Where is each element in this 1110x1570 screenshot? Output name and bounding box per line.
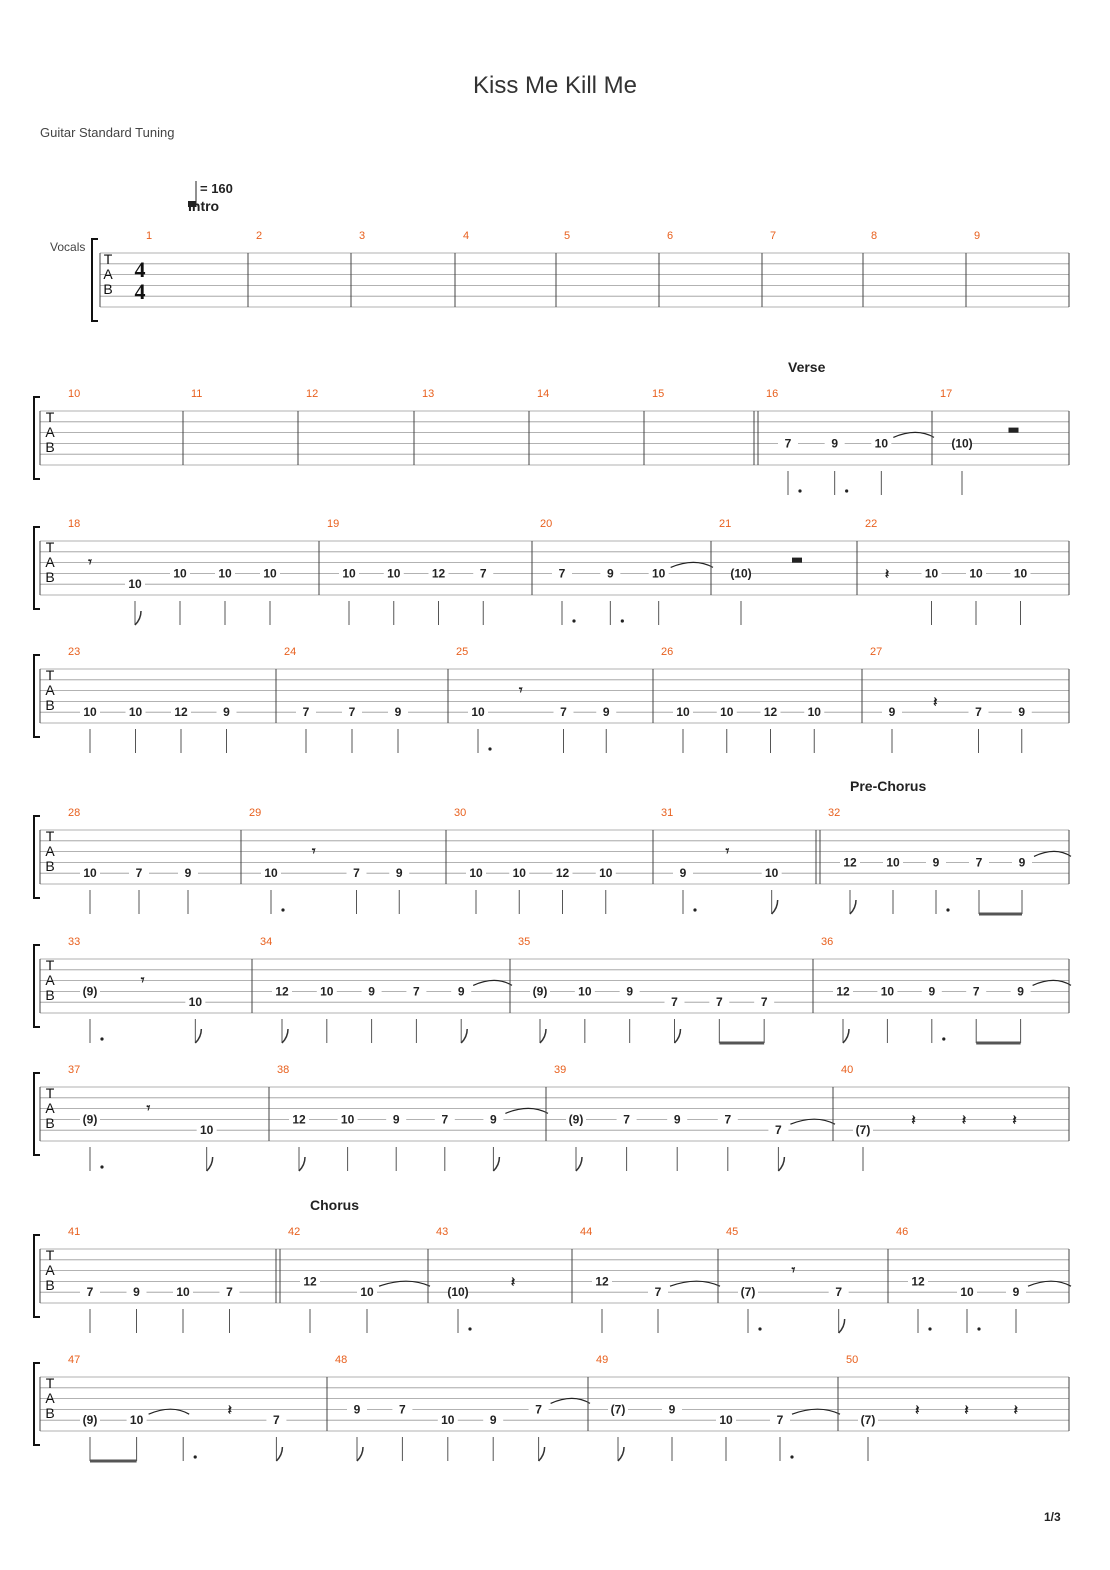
measure-number: 32	[828, 807, 841, 819]
fret-number: 10	[969, 566, 983, 581]
measure-number: 30	[454, 807, 467, 819]
fret-number: 7	[775, 1123, 782, 1138]
tab-clef-letter: A	[45, 1262, 55, 1278]
dot	[977, 1327, 980, 1330]
fret-number: (10)	[447, 1285, 469, 1300]
tab-clef-letter: A	[103, 266, 113, 282]
fret-number: (9)	[82, 984, 98, 999]
fret-number: 10	[471, 705, 485, 720]
eighth-rest: 𝄾	[146, 1099, 151, 1116]
fret-number: (9)	[568, 1112, 584, 1127]
measure-number: 40	[841, 1064, 854, 1076]
fret-number: 10	[218, 566, 232, 581]
fret-number: 10	[960, 1285, 974, 1300]
eighth-flag	[493, 1157, 499, 1171]
tab-clef-letter: T	[45, 409, 55, 425]
dot	[100, 1165, 103, 1168]
fret-number: 10	[360, 1285, 374, 1300]
fret-number: 7	[348, 705, 356, 720]
measure-number: 9	[974, 230, 981, 242]
tab-clef-letter: B	[45, 569, 55, 585]
fret-number: 10	[676, 705, 690, 720]
fret-number: (7)	[740, 1285, 756, 1300]
fret-number: 9	[392, 1112, 400, 1127]
fret-number: 10	[264, 866, 278, 881]
quarter-rest: 𝄽	[1012, 1111, 1017, 1128]
dot	[946, 908, 949, 911]
measure-number: 19	[327, 518, 340, 530]
fret-number: 10	[128, 577, 142, 592]
eighth-flag	[207, 1157, 213, 1171]
tie-arc	[671, 562, 713, 567]
fret-number: 12	[303, 1274, 317, 1289]
section-label: Verse	[788, 359, 826, 375]
fret-number: 9	[368, 984, 375, 999]
tab-clef-letter: A	[45, 843, 55, 859]
tab-clef-letter: A	[45, 424, 55, 440]
tie-arc	[379, 1281, 430, 1286]
system-brace	[92, 239, 98, 321]
eighth-flag	[282, 1029, 288, 1043]
fret-number: 7	[835, 1285, 843, 1300]
tab-clef-letter: B	[45, 1405, 55, 1421]
measure-number: 24	[284, 646, 297, 658]
fret-number: 7	[760, 995, 768, 1010]
measure-number: 47	[68, 1354, 81, 1366]
measure-number: 13	[422, 388, 435, 400]
system-brace	[34, 655, 40, 737]
quarter-rest: 𝄽	[915, 1401, 920, 1418]
eighth-flag	[276, 1447, 282, 1461]
fret-number: 10	[263, 566, 277, 581]
fret-number: 9	[353, 1402, 361, 1417]
eighth-rest: 𝄾	[140, 971, 145, 988]
fret-number: 9	[223, 705, 230, 720]
eighth-flag	[850, 900, 856, 914]
measure-number: 28	[68, 807, 81, 819]
fret-number: 10	[924, 566, 939, 581]
tab-clef-letter: T	[45, 667, 55, 683]
measure-number: 21	[719, 518, 732, 530]
measure-number: 5	[564, 230, 571, 242]
tab-clef-letter: B	[45, 697, 55, 713]
dot	[488, 747, 491, 750]
fret-number: 10	[342, 566, 356, 581]
fret-number: 7	[975, 705, 982, 720]
fret-number: 10	[188, 995, 203, 1010]
measure-number: 3	[359, 230, 366, 242]
tab-clef-letter: B	[45, 987, 55, 1003]
tab-clef-letter: B	[45, 1277, 55, 1293]
fret-number: 12	[174, 705, 188, 720]
measure-number: 37	[68, 1064, 81, 1076]
fret-number: 10	[651, 566, 666, 581]
tie-arc	[670, 1281, 720, 1286]
fret-number: 10	[764, 866, 779, 881]
tie-arc	[790, 1119, 835, 1124]
eighth-rest: 𝄾	[791, 1261, 796, 1278]
measure-number: 1	[146, 230, 153, 242]
tab-clef-letter: T	[103, 251, 113, 267]
tie-arc	[149, 1409, 190, 1414]
half-rest	[792, 558, 802, 563]
dot	[693, 908, 696, 911]
measure-number: 33	[68, 936, 81, 948]
half-rest	[1009, 428, 1019, 433]
eighth-flag	[839, 1319, 845, 1333]
fret-number: 9	[395, 866, 403, 881]
system-brace	[34, 1073, 40, 1155]
fret-number: 12	[595, 1274, 609, 1289]
tab-clef-letter: T	[45, 828, 55, 844]
measure-number: 22	[865, 518, 878, 530]
fret-number: 10	[469, 866, 483, 881]
tie-arc	[505, 1108, 548, 1113]
fret-number: 10	[720, 705, 734, 720]
dot	[928, 1327, 931, 1330]
fret-number: 7	[776, 1413, 784, 1428]
measure-number: 17	[940, 388, 953, 400]
fret-number: 7	[784, 436, 792, 451]
fret-number: 7	[399, 1402, 406, 1417]
measure-number: 46	[896, 1226, 909, 1238]
eighth-flag	[135, 611, 141, 625]
fret-number: 7	[413, 984, 420, 999]
measure-number: 11	[191, 388, 203, 400]
time-signature-bottom: 4	[134, 279, 146, 304]
tab-clef-letter: T	[45, 1247, 55, 1263]
measure-number: 43	[436, 1226, 449, 1238]
eighth-rest: 𝄾	[518, 681, 523, 698]
fret-number: 12	[292, 1112, 306, 1127]
fret-number: 7	[226, 1285, 233, 1300]
tab-clef-letter: B	[45, 439, 55, 455]
fret-number: 9	[184, 866, 192, 881]
dot	[281, 908, 284, 911]
eighth-flag	[772, 900, 778, 914]
dot	[758, 1327, 761, 1330]
fret-number: 9	[490, 1112, 497, 1127]
tab-clef-letter: A	[45, 1100, 55, 1116]
fret-number: (10)	[730, 566, 752, 581]
fret-number: 9	[679, 866, 687, 881]
tie-arc	[1028, 1281, 1071, 1286]
measure-number: 6	[667, 230, 674, 242]
eighth-flag	[539, 1447, 545, 1461]
measure-number: 31	[661, 807, 674, 819]
fret-number: 7	[302, 705, 310, 720]
tuning-label: Guitar Standard Tuning	[40, 125, 175, 140]
measure-number: 48	[335, 1354, 348, 1366]
fret-number: 12	[555, 866, 570, 881]
fret-number: 9	[1012, 1285, 1020, 1300]
measure-number: 39	[554, 1064, 567, 1076]
fret-number: 9	[1018, 705, 1026, 720]
fret-number: 10	[83, 866, 97, 881]
eighth-flag	[299, 1157, 305, 1171]
measure-number: 27	[870, 646, 883, 658]
fret-number: 9	[668, 1402, 676, 1417]
fret-number: 10	[807, 705, 821, 720]
fret-number: 10	[173, 566, 187, 581]
time-signature-top: 4	[134, 257, 146, 282]
fret-number: 10	[83, 705, 97, 720]
quarter-rest: 𝄽	[510, 1273, 516, 1290]
measure-number: 38	[277, 1064, 290, 1076]
fret-number: 10	[199, 1123, 214, 1138]
eighth-flag	[843, 1029, 849, 1043]
fret-number: 7	[715, 995, 723, 1010]
measure-number: 2	[256, 230, 263, 242]
fret-number: 9	[831, 436, 839, 451]
tie-arc	[1034, 851, 1071, 856]
measure-number: 20	[540, 518, 553, 530]
measure-number: 50	[846, 1354, 859, 1366]
measure-number: 7	[770, 230, 777, 242]
tempo-marking: = 160	[200, 181, 233, 196]
system-brace	[34, 1363, 40, 1445]
measure-number: 26	[661, 646, 674, 658]
dot	[572, 619, 575, 622]
fret-number: 10	[874, 436, 889, 451]
tie-arc	[1033, 980, 1071, 985]
measure-number: 36	[821, 936, 834, 948]
fret-number: 10	[512, 866, 526, 881]
section-label: Intro	[188, 198, 220, 214]
fret-number: 9	[133, 1285, 140, 1300]
fret-number: 9	[489, 1413, 497, 1428]
measure-number: 16	[766, 388, 779, 400]
measure-number: 15	[652, 388, 665, 400]
fret-number: 7	[972, 984, 980, 999]
fret-number: (9)	[82, 1413, 98, 1428]
tie-arc	[893, 432, 934, 437]
tab-clef-letter: T	[45, 1085, 55, 1101]
fret-number: 12	[836, 984, 850, 999]
fret-number: 10	[129, 1413, 144, 1428]
fret-number: 10	[599, 866, 613, 881]
fret-number: 9	[928, 984, 936, 999]
measure-number: 49	[596, 1354, 609, 1366]
eighth-flag	[618, 1447, 624, 1461]
tab-clef-letter: A	[45, 972, 55, 988]
measure-number: 44	[580, 1226, 593, 1238]
fret-number: 9	[1017, 984, 1024, 999]
fret-number: 7	[86, 1285, 94, 1300]
tab-clef-letter: B	[103, 281, 113, 297]
tie-arc	[473, 980, 512, 985]
fret-number: 7	[558, 566, 566, 581]
fret-number: 7	[623, 1112, 630, 1127]
fret-number: 7	[671, 995, 678, 1010]
quarter-rest: 𝄽	[884, 565, 890, 582]
eighth-flag	[778, 1157, 784, 1171]
tab-clef-letter: A	[45, 554, 55, 570]
system-brace	[34, 527, 40, 609]
fret-number: (10)	[951, 436, 973, 451]
fret-number: 7	[535, 1402, 542, 1417]
measure-number: 42	[288, 1226, 301, 1238]
fret-number: 9	[673, 1112, 681, 1127]
section-label: Pre-Chorus	[850, 778, 927, 794]
dot	[845, 489, 848, 492]
eighth-flag	[195, 1029, 201, 1043]
fret-number: 12	[275, 984, 289, 999]
measure-number: 35	[518, 936, 531, 948]
tab-clef-letter: B	[45, 858, 55, 874]
measure-number: 45	[726, 1226, 739, 1238]
measure-number: 41	[68, 1226, 81, 1238]
fret-number: 7	[353, 866, 360, 881]
dot	[798, 489, 801, 492]
measure-number: 18	[68, 518, 81, 530]
measure-number: 4	[463, 230, 470, 242]
fret-number: 9	[932, 855, 940, 870]
quarter-rest: 𝄽	[911, 1111, 916, 1128]
fret-number: 10	[320, 984, 334, 999]
measure-number: 12	[306, 388, 319, 400]
fret-number: 7	[479, 566, 487, 581]
fret-number: 9	[457, 984, 465, 999]
tab-clef-letter: T	[45, 539, 55, 555]
system-brace	[34, 816, 40, 898]
quarter-rest: 𝄽	[933, 693, 938, 710]
song-title: Kiss Me Kill Me	[472, 72, 638, 99]
system-brace	[34, 945, 40, 1027]
fret-number: 7	[273, 1413, 280, 1428]
fret-number: (9)	[532, 984, 548, 999]
fret-number: 7	[975, 855, 983, 870]
system-brace	[34, 397, 40, 479]
tab-clef-letter: A	[45, 682, 55, 698]
fret-number: 7	[135, 866, 143, 881]
dot	[100, 1037, 103, 1040]
system-brace	[34, 1235, 40, 1317]
eighth-rest: 𝄾	[311, 842, 316, 859]
quarter-rest: 𝄽	[961, 1111, 967, 1128]
measure-number: 29	[249, 807, 262, 819]
fret-number: 9	[394, 705, 402, 720]
eighth-flag	[540, 1029, 546, 1043]
fret-number: (9)	[82, 1112, 98, 1127]
fret-number: 7	[560, 705, 567, 720]
tab-clef-letter: B	[45, 1115, 55, 1131]
eighth-rest: 𝄾	[88, 553, 92, 570]
fret-number: 10	[578, 984, 592, 999]
fret-number: 10	[441, 1413, 455, 1428]
fret-number: 7	[654, 1285, 662, 1300]
fret-number: 10	[886, 855, 900, 870]
dot	[194, 1455, 197, 1458]
fret-number: 10	[176, 1285, 190, 1300]
tab-clef-letter: A	[45, 1390, 55, 1406]
fret-number: 9	[602, 705, 610, 720]
fret-number: 10	[340, 1112, 355, 1127]
dot	[468, 1327, 471, 1330]
eighth-rest: 𝄾	[725, 842, 730, 859]
fret-number: 10	[1013, 566, 1028, 581]
eighth-flag	[576, 1157, 582, 1171]
eighth-flag	[675, 1029, 681, 1043]
fret-number: 7	[441, 1112, 449, 1127]
quarter-rest: 𝄽	[1013, 1401, 1018, 1418]
tie-arc	[551, 1398, 590, 1403]
fret-number: 10	[880, 984, 895, 999]
dot	[621, 619, 624, 622]
fret-number: 10	[128, 705, 143, 720]
dot	[790, 1455, 793, 1458]
tab-clef-letter: T	[45, 1375, 55, 1391]
fret-number: 7	[724, 1112, 732, 1127]
fret-number: 9	[888, 705, 896, 720]
fret-number: 12	[431, 566, 446, 581]
measure-number: 14	[537, 388, 550, 400]
fret-number: 12	[911, 1274, 925, 1289]
measure-number: 25	[456, 646, 469, 658]
tie-arc	[792, 1409, 840, 1414]
section-label: Chorus	[310, 1197, 359, 1213]
quarter-rest: 𝄽	[964, 1401, 969, 1418]
instrument-label: Vocals	[50, 240, 86, 254]
fret-number: 9	[1018, 855, 1026, 870]
page-number: 1/3	[1044, 1510, 1061, 1524]
fret-number: 12	[843, 855, 857, 870]
measure-number: 34	[260, 936, 273, 948]
fret-number: 9	[606, 566, 614, 581]
fret-number: (7)	[855, 1123, 871, 1138]
fret-number: (7)	[860, 1413, 876, 1428]
fret-number: 12	[763, 705, 778, 720]
fret-number: (7)	[610, 1402, 626, 1417]
fret-number: 10	[387, 566, 401, 581]
eighth-flag	[357, 1447, 363, 1461]
measure-number: 23	[68, 646, 81, 658]
eighth-flag	[461, 1029, 467, 1043]
measure-number: 8	[871, 230, 878, 242]
fret-number: 10	[719, 1413, 733, 1428]
tab-clef-letter: T	[45, 957, 55, 973]
dot	[942, 1037, 945, 1040]
measure-number: 10	[68, 388, 81, 400]
quarter-rest: 𝄽	[227, 1401, 232, 1418]
fret-number: 9	[626, 984, 634, 999]
